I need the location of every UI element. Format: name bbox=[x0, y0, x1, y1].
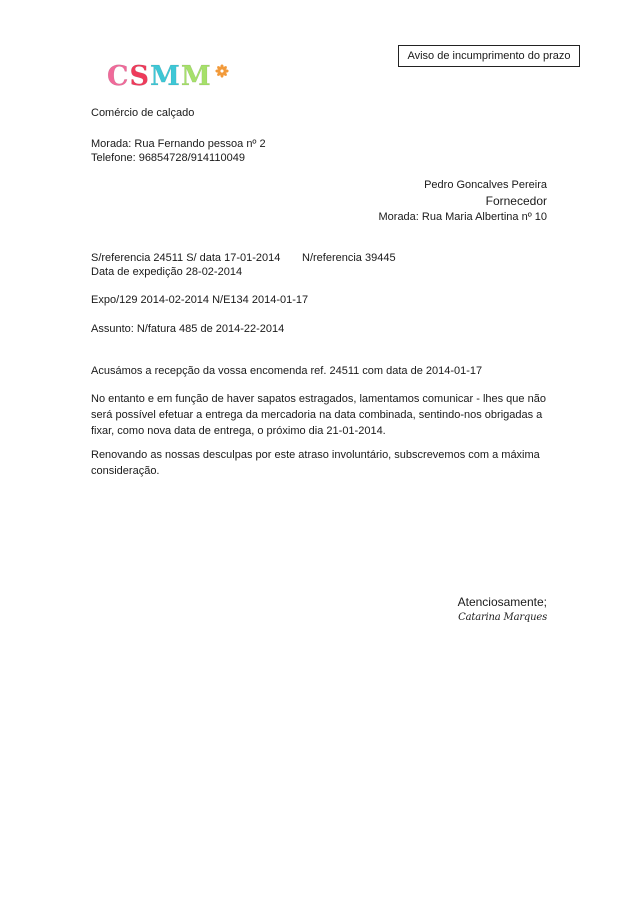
sender-address: Morada: Rua Fernando pessoa nº 2 bbox=[91, 138, 266, 150]
subject-line: Assunto: N/fatura 485 de 2014-22-2014 bbox=[91, 323, 285, 335]
body-paragraph-2 bbox=[91, 391, 551, 439]
body-paragraph-3-line: Renovando as nossas desculpas por este atraso involuntário, subscrevemos com a máxima bbox=[91, 449, 540, 461]
body-paragraph-2-line: fixar, como nova data de entrega, o próximo dia 21-01-2014. bbox=[91, 425, 386, 437]
closing-salutation: Atenciosamente; bbox=[457, 595, 547, 609]
our-reference: N/referencia 39445 bbox=[302, 252, 396, 264]
logo-letter-m2: M bbox=[180, 61, 212, 92]
expo-reference: Expo/129 2014-02-2014 N/E134 2014-01-17 bbox=[91, 294, 309, 306]
sender-company: Comércio de calçado bbox=[91, 107, 195, 119]
recipient-name: Pedro Goncalves Pereira bbox=[424, 179, 547, 191]
body-paragraph-3-line: consideração. bbox=[91, 465, 160, 477]
body-paragraph-1: Acusámos a recepção da vossa encomenda ref. 24511 com data de 2014-01-17 bbox=[91, 365, 483, 377]
dispatch-date: Data de expedição 28-02-2014 bbox=[91, 266, 243, 278]
notice-title-box bbox=[398, 45, 580, 67]
notice-title: Aviso de incumprimento do prazo bbox=[407, 50, 571, 62]
signature: Catarina Marques bbox=[458, 612, 547, 623]
sender-phone: Telefone: 96854728/914110049 bbox=[91, 152, 245, 164]
body-paragraph-3 bbox=[91, 447, 551, 479]
flower-icon bbox=[215, 64, 229, 78]
logo-letter-m1: M bbox=[150, 61, 181, 92]
body-paragraph-2-line: No entanto e em função de haver sapatos estragados, lamentamos comunicar - lhes que não bbox=[91, 393, 546, 405]
recipient-role: Fornecedor bbox=[485, 194, 547, 208]
your-reference: S/referencia 24511 S/ data 17-01-2014 bbox=[91, 252, 281, 264]
body-paragraph-2-line: será possível efetuar a entrega da mercadoria na data combinada, sentindo-nos obrigadas a bbox=[91, 409, 543, 421]
company-logo bbox=[107, 60, 229, 94]
logo-letter-s: S bbox=[129, 61, 150, 92]
logo-letter-c: C bbox=[107, 61, 130, 92]
recipient-address: Morada: Rua Maria Albertina nº 10 bbox=[378, 211, 547, 223]
